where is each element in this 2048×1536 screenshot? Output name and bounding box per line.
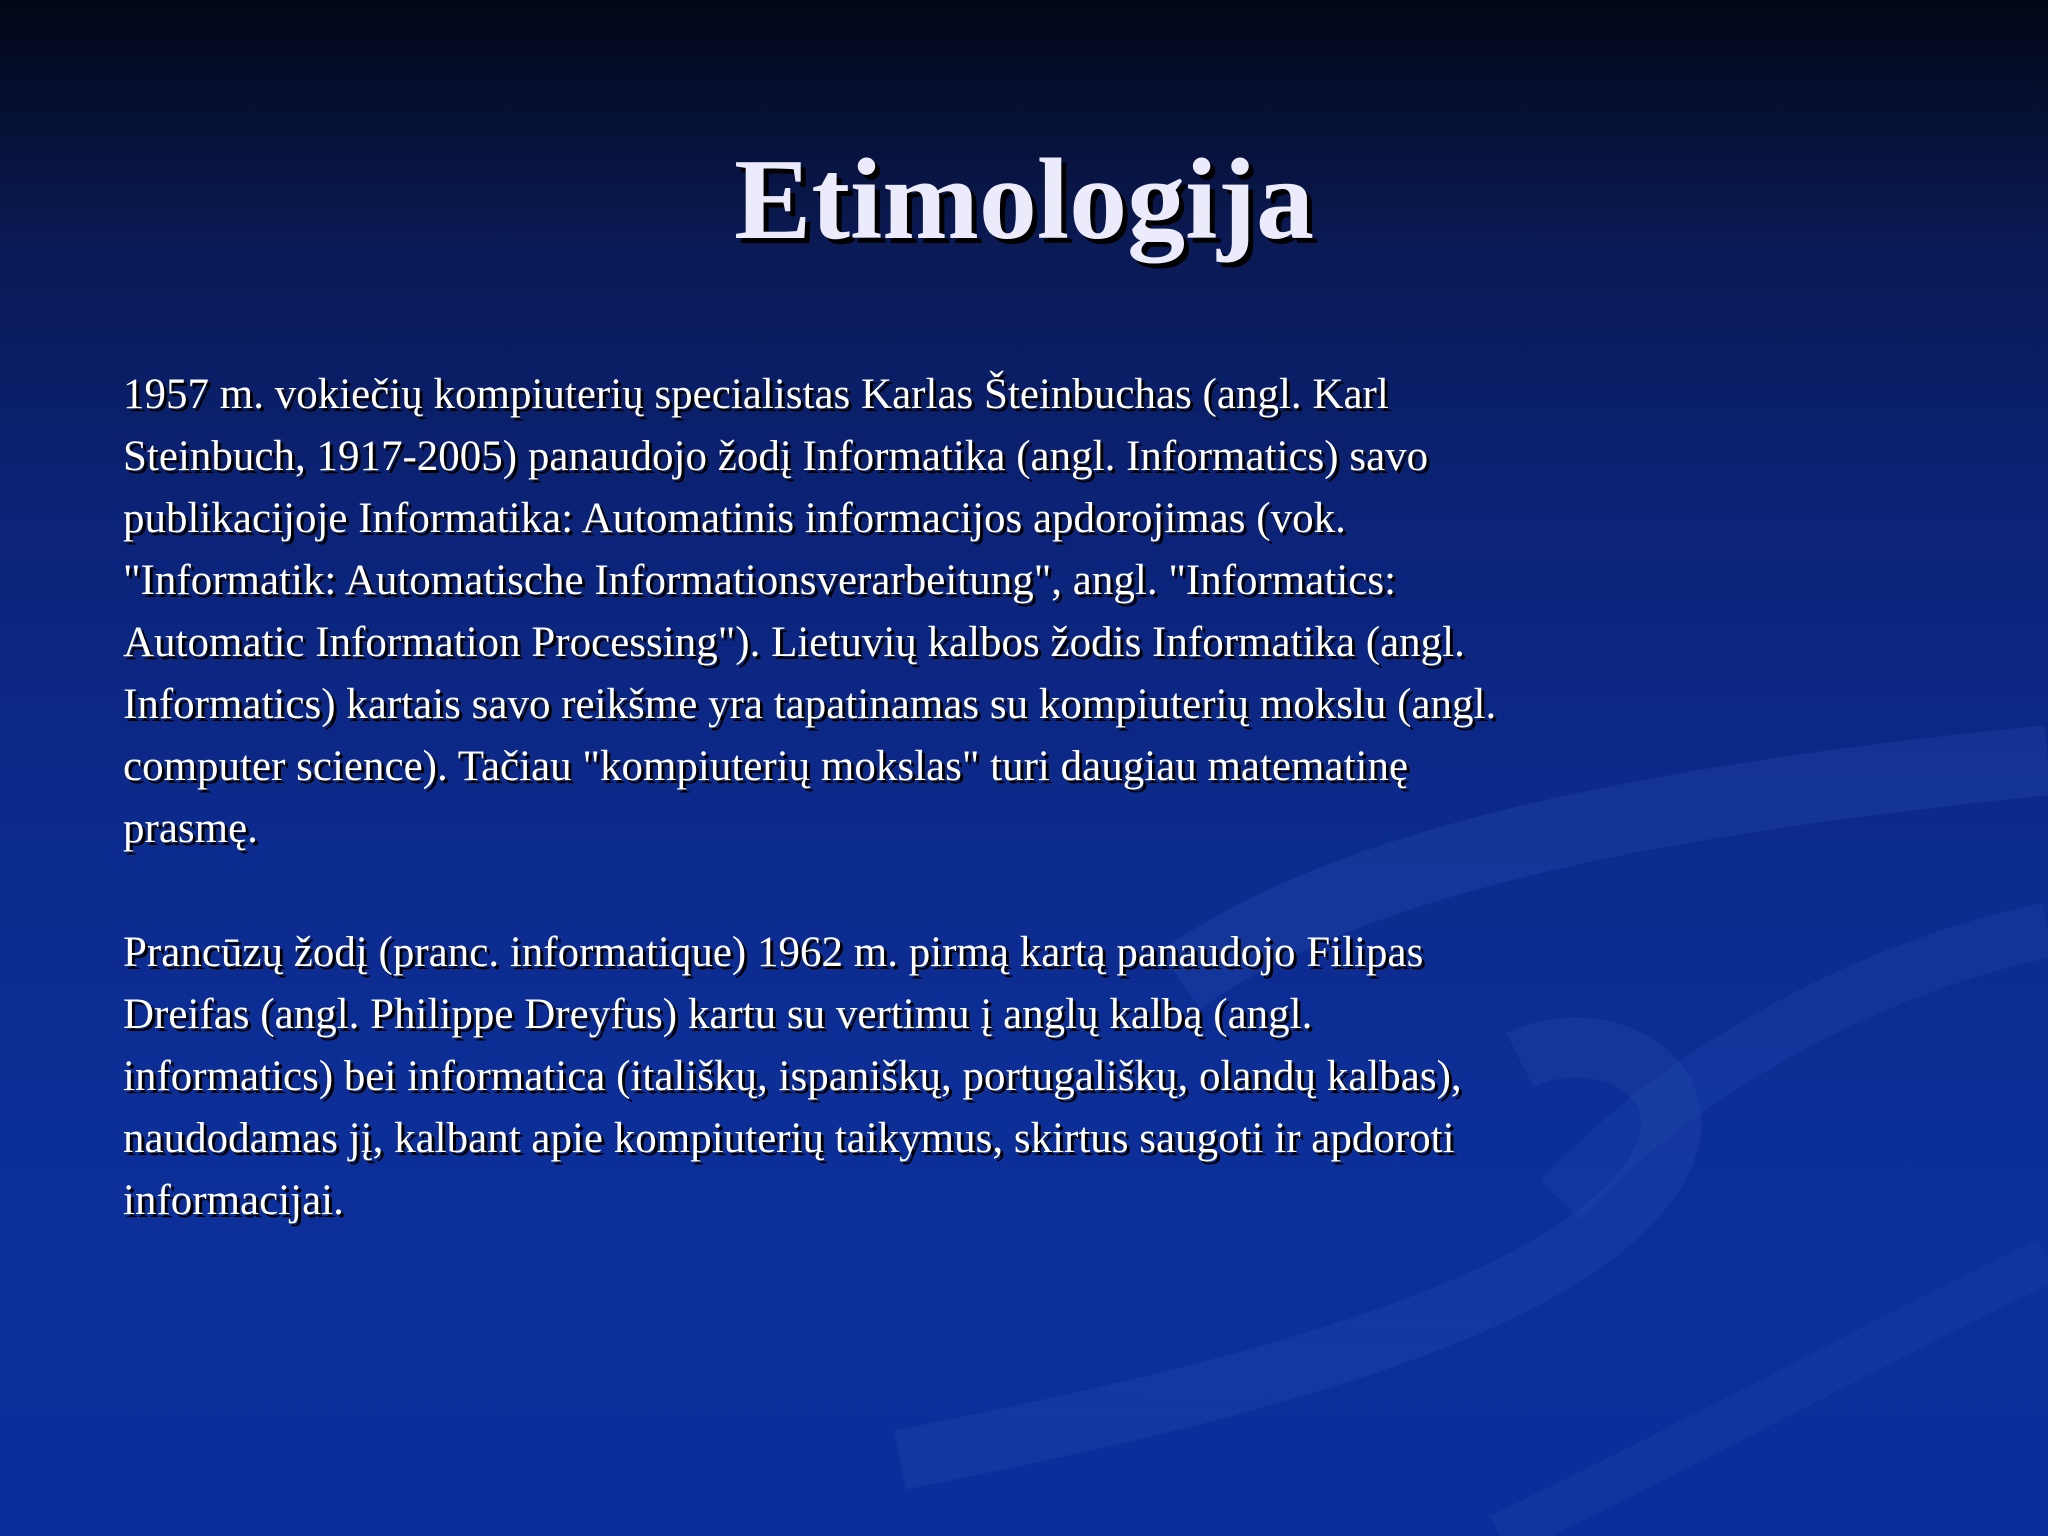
body-paragraph-2: Prancūzų žodį (pranc. informatique) 1962 m. pirmą kartą panaudojo Filipas Dreifas (angl. Philippe Dreyfus) kartu su vertimu į anglų kalbą (angl. informatics) bei informatica (itališkų, ispaniškų, portugališkų, olandų kalbas), naudodamas jį, kalbant apie kompiuterių taikymus, skirtus saugoti ir apdoroti informacijai. (123, 929, 1462, 1224)
slide-body (123, 364, 1723, 1232)
slide-title: Etimologija (734, 136, 1314, 264)
body-paragraph-1: 1957 m. vokiečių kompiuterių specialistas Karlas Šteinbuchas (angl. Karl Steinbuch, 1917-2005) panaudojo žodį Informatika (angl. Informatics) savo publikacijoje Informatika: Automatinis informacijos apdorojimas (vok. "Informatik: Automatische Informationsverarbeitung", angl. "Informatics: Automatic Information Processing"). Lietuvių kalbos žodis Informatika (angl. Informatics) kartais savo reikšme yra tapatinamas su kompiuterių mokslu (angl. computer science). Tačiau "kompiuterių mokslas" turi daugiau matematinę prasmę. (123, 371, 1497, 852)
